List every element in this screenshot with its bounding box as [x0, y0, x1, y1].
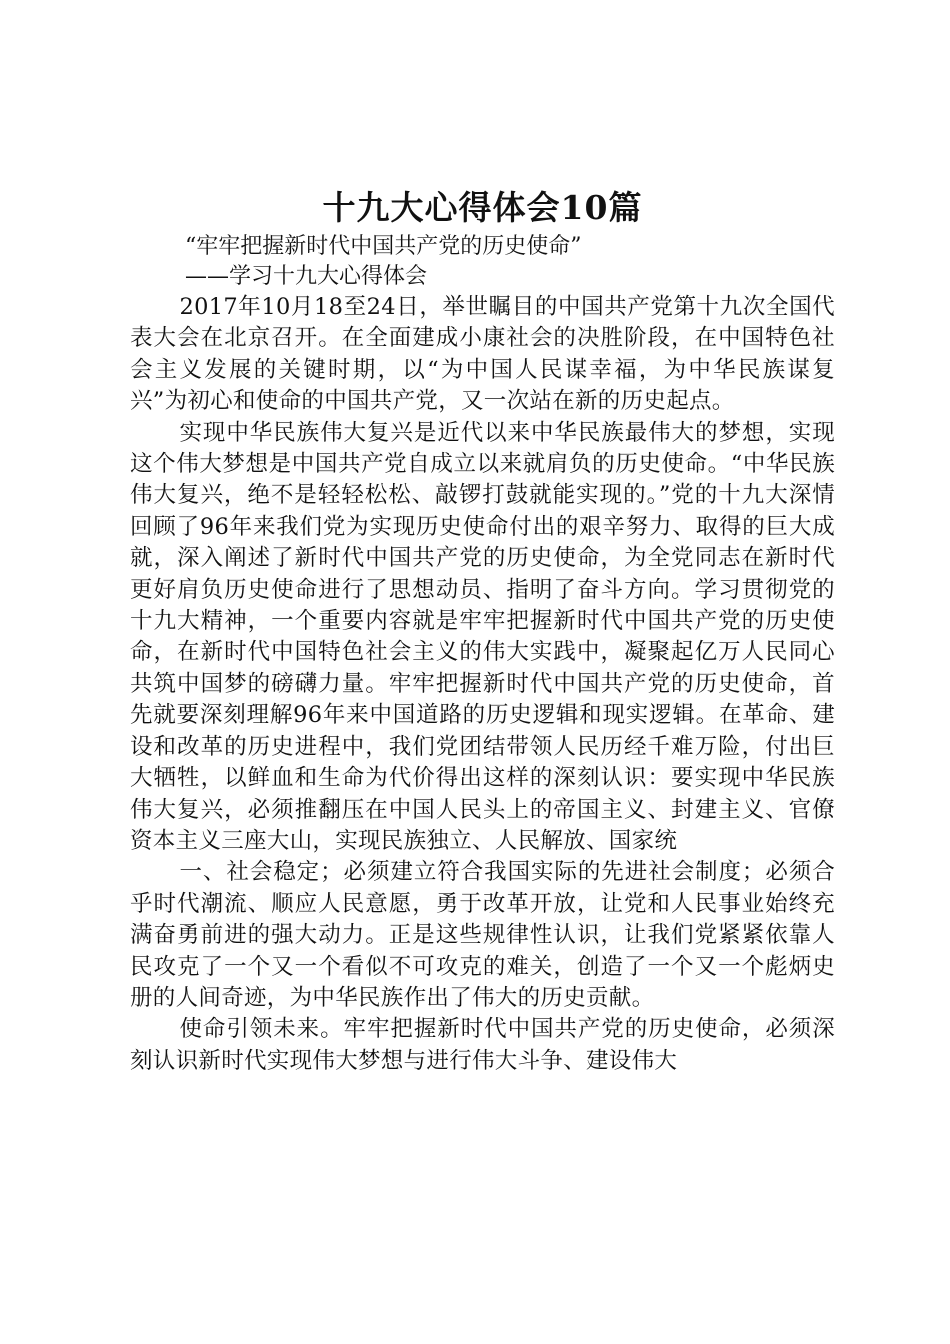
paragraph-4: 使命引领未来。牢牢把握新时代中国共产党的历史使命，必须深刻认识新时代实现伟大梦想与进行伟大斗争、建设伟大 [130, 1016, 835, 1074]
document-title: 十九大心得体会10篇 [322, 188, 643, 227]
document-subtitle-byline: ——学习十九大心得体会 [185, 264, 428, 289]
document-page [130, 186, 835, 1077]
paragraph-2: 实现中华民族伟大复兴是近代以来中华民族最伟大的梦想，实现这个伟大梦想是中国共产党自成立以来就肩负的历史使命。“中华民族伟大复兴，绝不是轻轻松松、敲锣打鼓就能实现的。”党的十九大深情回顾了96年来我们党为实现历史使命付出的艰辛努力、取得的巨大成就，深入阐述了新时代中国共产党的历史使命，为全党同志在新时代更好肩负历史使命进行了思想动员、指明了奋斗方向。学习贯彻党的十九大精神，一个重要内容就是牢牢把握新时代中国共产党的历史使命，在新时代中国特色社会主义的伟大实践中，凝聚起亿万人民同心共筑中国梦的磅礴力量。牢牢把握新时代中国共产党的历史使命，首先就要深刻理解96年来中国道路的历史逻辑和现实逻辑。在革命、建设和改革的历史进程中，我们党团结带领人民历经千难万险，付出巨大牺牲，以鲜血和生命为代价得出这样的深刻认识：要实现中华民族伟大复兴，必须推翻压在中国人民头上的帝国主义、封建主义、官僚资本主义三座大山，实现民族独立、人民解放、国家统 [130, 419, 835, 854]
paragraph-1: 2017年10月18至24日，举世瞩目的中国共产党第十九次全国代表大会在北京召开。在全面建成小康社会的决胜阶段，在中国特色社会主义发展的关键时期，以“为中国人民谋幸福，为中华民族谋复兴”为初心和使命的中国共产党，又一次站在新的历史起点。 [130, 294, 835, 415]
paragraph-3: 一、社会稳定；必须建立符合我国实际的先进社会制度；必须合乎时代潮流、顺应人民意愿，勇于改革开放，让党和人民事业始终充满奋勇前进的强大动力。正是这些规律性认识，让我们党紧紧依靠人民攻克了一个又一个看似不可攻克的难关，创造了一个又一个彪炳史册的人间奇迹，为中华民族作出了伟大的历史贡献。 [130, 859, 835, 1011]
document-subtitle-quote: “牢牢把握新时代中国共产党的历史使命” [185, 234, 582, 259]
